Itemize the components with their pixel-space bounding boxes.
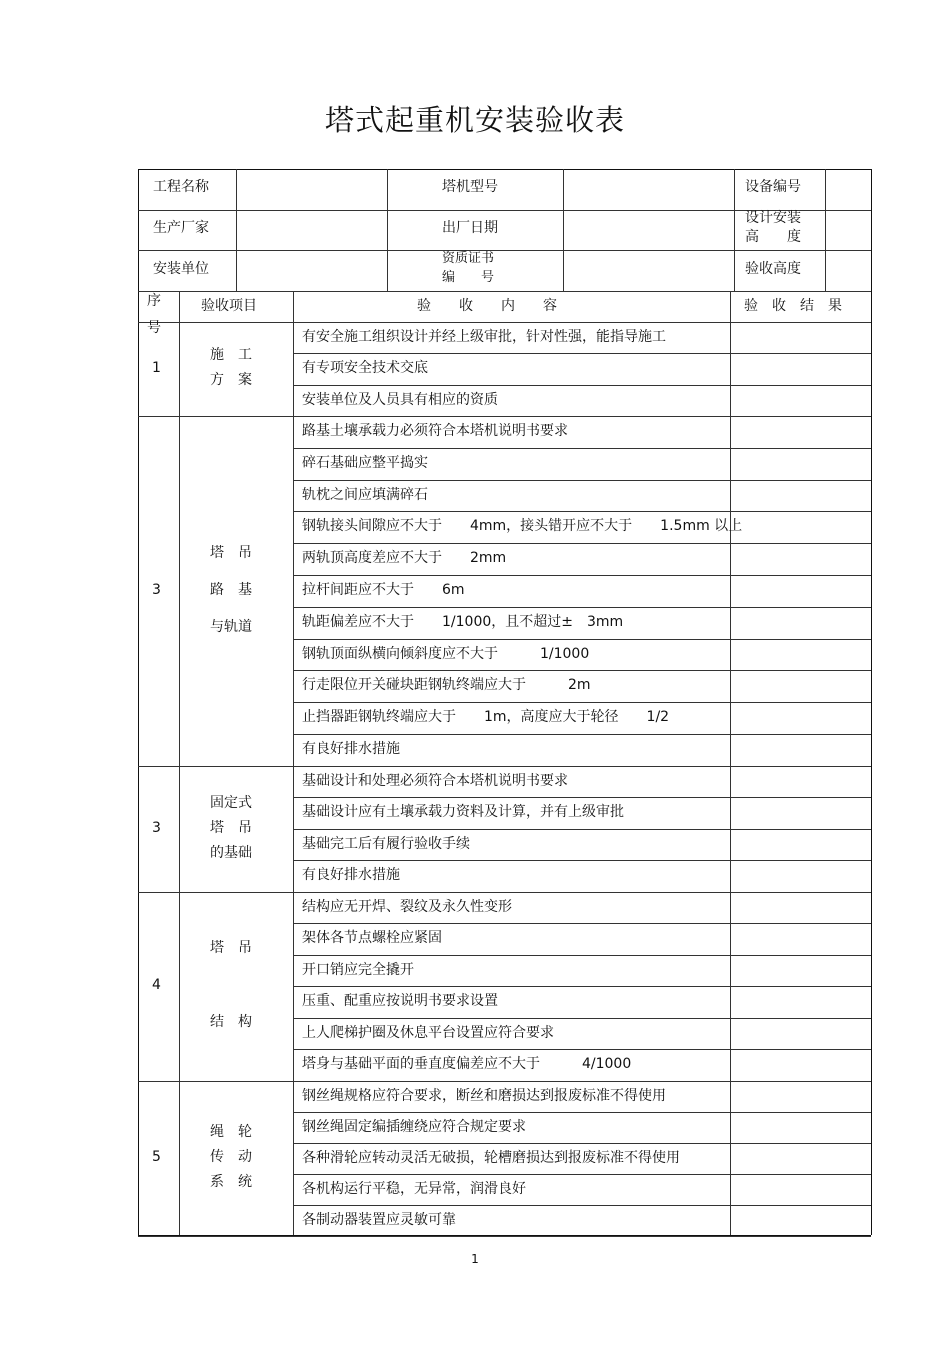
page-title: 塔式起重机安装验收表 xyxy=(324,103,625,137)
label-cert-no: 资质证书 xyxy=(442,251,495,266)
acceptance-content: 钢丝绳固定编插缠绕应符合规定要求 xyxy=(302,1118,526,1135)
section-item-name: 塔 吊 xyxy=(210,940,252,957)
column-header-seq: 号 xyxy=(147,320,161,336)
section-number: 4 xyxy=(152,977,161,994)
label-cert-no: 编 号 xyxy=(442,270,495,285)
row-line xyxy=(293,829,871,830)
row-line xyxy=(293,385,871,386)
row-line xyxy=(293,1174,871,1175)
section-item-name: 固定式 xyxy=(210,794,252,811)
col-line-result xyxy=(730,291,731,1235)
acceptance-content: 轨距偏差应不大于 1/1000，且不超过± 3mm xyxy=(302,613,624,630)
row-line xyxy=(293,543,871,544)
col-line-seq xyxy=(179,291,180,1235)
section-item-name: 系 统 xyxy=(210,1174,252,1191)
column-header-result: 验 收 结 果 xyxy=(744,298,842,314)
column-header-seq: 序 xyxy=(147,293,161,309)
row-line xyxy=(293,1112,871,1113)
acceptance-content: 各机构运行平稳，无异常，润滑良好 xyxy=(302,1180,526,1197)
row-line xyxy=(293,1205,871,1206)
acceptance-content: 有良好排水措施 xyxy=(302,867,400,884)
acceptance-content: 结构应无开焊、裂纹及永久性变形 xyxy=(302,898,512,915)
row-line xyxy=(293,797,871,798)
acceptance-content: 轨枕之间应填满碎石 xyxy=(302,486,428,503)
section-number: 3 xyxy=(152,581,161,598)
acceptance-content: 基础设计应有土壤承载力资料及计算，并有上级审批 xyxy=(302,804,624,821)
label-crane-model: 塔机型号 xyxy=(442,179,498,195)
acceptance-content: 安装单位及人员具有相应的资质 xyxy=(302,391,498,408)
header-col-line xyxy=(387,169,388,291)
section-item-name: 结 构 xyxy=(210,1014,252,1031)
section-number: 1 xyxy=(152,359,161,376)
table-left-border xyxy=(138,169,139,1235)
row-line xyxy=(293,1018,871,1019)
row-line xyxy=(293,670,871,671)
header-col-line xyxy=(236,169,237,291)
row-line xyxy=(293,860,871,861)
label-install-unit: 安装单位 xyxy=(153,261,209,277)
section-line xyxy=(138,1081,871,1082)
section-item-name: 与轨道 xyxy=(210,618,252,635)
header-col-line xyxy=(825,169,826,291)
label-project-name: 工程名称 xyxy=(153,179,209,195)
row-line xyxy=(293,480,871,481)
acceptance-content: 拉杆间距应不大于 6m xyxy=(302,581,465,598)
acceptance-content: 各种滑轮应转动灵活无破损，轮槽磨损达到报废标准不得使用 xyxy=(302,1149,680,1166)
label-design-height: 高 度 xyxy=(745,229,801,245)
col-line-item xyxy=(293,291,294,1235)
column-header-line xyxy=(138,322,871,323)
acceptance-content: 基础完工后有履行验收手续 xyxy=(302,835,470,852)
section-number: 5 xyxy=(152,1149,161,1166)
acceptance-content: 钢轨接头间隙应不大于 4mm，接头错开应不大于 1.5mm 以上 xyxy=(302,518,743,535)
acceptance-content: 止挡器距钢轨终端应大于 1m，高度应大于轮径 1/2 xyxy=(302,709,670,726)
section-item-name: 传 动 xyxy=(210,1149,252,1166)
table-right-border xyxy=(871,169,872,1235)
page-number: 1 xyxy=(471,1252,479,1266)
row-line xyxy=(293,1143,871,1144)
acceptance-content: 钢轨顶面纵横向倾斜度应不大于 1/1000 xyxy=(302,645,590,662)
acceptance-content: 各制动器装置应灵敏可靠 xyxy=(302,1211,456,1228)
section-line xyxy=(138,766,871,767)
acceptance-content: 开口销应完全撬开 xyxy=(302,961,414,978)
row-line xyxy=(293,353,871,354)
row-line xyxy=(293,575,871,576)
row-line xyxy=(293,1049,871,1050)
acceptance-content: 架体各节点螺栓应紧固 xyxy=(302,930,442,947)
section-line xyxy=(138,1236,871,1237)
header-row-line xyxy=(138,250,871,251)
row-line xyxy=(293,607,871,608)
section-number: 3 xyxy=(152,819,161,836)
acceptance-content: 碎石基础应整平捣实 xyxy=(302,454,428,471)
section-item-name: 的基础 xyxy=(210,844,252,861)
label-equipment-no: 设备编号 xyxy=(745,179,801,195)
row-line xyxy=(293,923,871,924)
header-col-line xyxy=(734,169,735,291)
row-line xyxy=(293,734,871,735)
label-accept-height: 验收高度 xyxy=(745,261,801,277)
acceptance-content: 行走限位开关碰块距钢轨终端应大于 2m xyxy=(302,677,591,694)
row-line xyxy=(293,702,871,703)
acceptance-content: 两轨顶高度差应不大于 2mm xyxy=(302,550,507,567)
row-line xyxy=(293,448,871,449)
acceptance-content: 有良好排水措施 xyxy=(302,740,400,757)
acceptance-content: 压重、配重应按说明书要求设置 xyxy=(302,993,498,1010)
label-design-height: 设计安装 xyxy=(745,210,801,226)
acceptance-content: 塔身与基础平面的垂直度偏差应不大于 4/1000 xyxy=(302,1056,632,1073)
acceptance-content: 上人爬梯护圈及休息平台设置应符合要求 xyxy=(302,1024,554,1041)
label-factory-date: 出厂日期 xyxy=(442,220,498,236)
row-line xyxy=(293,639,871,640)
row-line xyxy=(293,986,871,987)
section-item-name: 方 案 xyxy=(210,372,252,389)
acceptance-content: 有安全施工组织设计并经上级审批，针对性强，能指导施工 xyxy=(302,329,666,345)
section-item-name: 绳 轮 xyxy=(210,1124,252,1141)
column-header-content: 验 收 内 容 xyxy=(417,298,557,314)
section-line xyxy=(138,416,871,417)
section-item-name: 施 工 xyxy=(210,347,252,364)
acceptance-content: 有专项安全技术交底 xyxy=(302,360,428,377)
acceptance-content: 基础设计和处理必须符合本塔机说明书要求 xyxy=(302,772,568,789)
section-item-name: 塔 吊 xyxy=(210,819,252,836)
section-item-name: 塔 吊 xyxy=(210,544,252,561)
acceptance-content: 钢丝绳规格应符合要求，断丝和磨损达到报废标准不得使用 xyxy=(302,1087,666,1104)
header-col-line xyxy=(563,169,564,291)
section-line xyxy=(138,892,871,893)
column-header-item: 验收项目 xyxy=(201,298,257,314)
row-line xyxy=(293,955,871,956)
row-line xyxy=(293,511,871,512)
acceptance-content: 路基土壤承载力必须符合本塔机说明书要求 xyxy=(302,422,568,439)
label-manufacturer: 生产厂家 xyxy=(153,220,209,236)
table-top-border xyxy=(138,169,871,170)
header-row-line xyxy=(138,291,871,292)
section-item-name: 路 基 xyxy=(210,581,252,598)
